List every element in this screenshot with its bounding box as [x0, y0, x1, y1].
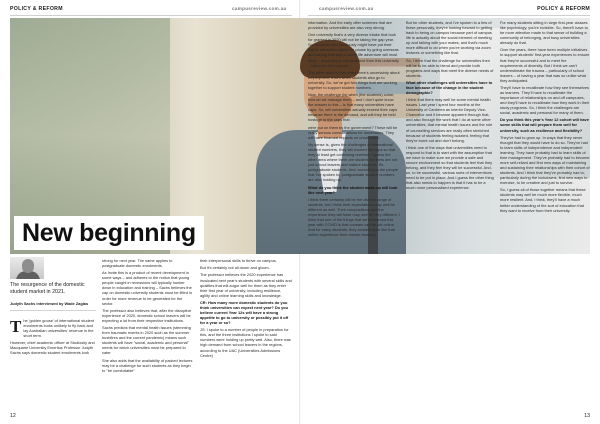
paragraph: The other point is that when there's uncertainty about employment, that's when students also go to university. So, we've got two things that are working together to support student numbers. — [308, 69, 400, 90]
body-column-1 — [10, 318, 96, 358]
paragraph: But it's certainly not all doom and gloom. — [200, 265, 270, 271]
interview-question: What do you think the student make-up will look like next year? — [308, 184, 398, 195]
interview-question: What other challenges will universities have to face because of the change in the student demographic? — [406, 79, 493, 95]
body-column-3 — [200, 258, 292, 360]
paragraph: So, I guess all of those together means that these students may well be much more flexible, much more resilient. And, I think, they'll have a much better understanding of the sort of education that they want to receive from their university. — [500, 187, 586, 213]
paragraph: I think that there may well be some mental health issues. Last year I spent four months at the University of Canberra as Interim Deputy Vice-Chancellor and it became apparent through that, and also through the work that I do at some other universities, that mental health issues and the role of counselling services are really often stretched because of students feeling isolated, feeling that they're burnt out and don't belong. — [406, 97, 493, 143]
paragraph: They'll have to recalibrate how they see themselves as learners. They'll have to recalibrate the importance of relationships on and off campuses, and they'll have to recalibrate how they work in their study programs. So, I think the challenges are social, academic and personal for many of them. — [500, 84, 590, 116]
paragraph: I think there certainly will be the diverse range of students, but I think their expectations may well be different as well. Their compositions and the experience they will have may well be very different. I think that one of the things that we've learned this year with COVID is that courses can be put online. And for many students, they actually quite like that online experience from remote learning. — [308, 196, 400, 238]
paragraph: She also adds that the availability of packed lectures may be a challenge for such students as they begin to "be comfortable" — [102, 357, 193, 373]
page-number-left: 12 — [10, 413, 16, 419]
site-url-right[interactable]: campusreview.com.au — [319, 6, 374, 11]
paragraph: I think one of the ways that universities need to respond to that is to start with the assumption that we have to make sure we provide a safe and secure environment so that students feel that they belong, and they feel they will be successful. And, so, to be successful, various sorts of interventions need to be put in place. And I guess the other thing that also needs to happen is that it has to be a much more personalised experience. — [406, 144, 494, 191]
author-portrait — [10, 257, 44, 279]
drop-cap: T — [10, 317, 22, 336]
paragraph: As Invite this is a product of recent development in some ways – and adheres to the notion that young people caught in recessions will typically hunker down in education and training – Sachs believes the cap on domestic university students must be lifted in order for more revenue to be generated for the sector. — [102, 270, 192, 306]
paragraph: One university that's a very diverse intake that took for granted in 2020 will not be taking the gap year. So, students who previously might have put their higher education career on pause by going overseas and having that sort of world life adventure will most likely – according to the evidence from this university – follow on from school. — [308, 32, 399, 68]
interview-question: CR: How many more domestic students do you think universities can expect next year? Do you believe current Year 12s will have a strong appetite to go to university or possibly put it off for a year or so? — [200, 299, 289, 326]
article-standfirst: The resurgence of the domestic student market in 2021. — [10, 282, 85, 295]
section-label-left: POLICY & REFORM — [10, 6, 63, 12]
paragraph: But for other students, and I've spoken to a few of these personally, they're looking forward to getting back to being on campus because part of campus life is actually about the social element of meeting up and talking with your mates, and that's much more difficult to do when you're working via zoom lectures or something like that. — [406, 20, 493, 56]
paragraph: information. And the early offer schemes that are provided by universities are also very strong. — [308, 20, 392, 31]
paragraph: The professor also believes that, after the disruptive experience of 2020, domestic school leavers will be expecting a lot from their respective institutions. — [102, 307, 192, 323]
interview-question: Do you think this year's Year 12 cohort will have some skills that will prepare them well for university, such as resilience and flexibility? — [500, 117, 589, 133]
paragraph: their interpersonal skills to thrive on campus. — [200, 258, 277, 263]
paragraph: Sachs predicts that mental health issues (stemming from traumatic events in 2020 such as the summer bushfires and the current pandemic) means such students will have "social, academic and personal" needs for which universities must be prepared to cater. — [102, 325, 191, 356]
article-byline: Judyth Sachs interviewed by Wade Zaglas — [10, 301, 89, 306]
paragraph: So, I think that the challenge for universities then will be to be able to blend and provide both programs and ways that meet the diverse needs of students. — [406, 57, 494, 78]
body-column-6 — [500, 20, 590, 215]
header-rule-left — [10, 15, 292, 16]
site-url-left[interactable]: campusreview.com.au — [232, 6, 287, 11]
paragraph: They've had to grow up. In ways that they never thought that they would have to do so. They've had to learn skills of independence and independent learning. They have probably had to learn skills of time management. They've probably had to become more self-reliant and find new ways of maintaining and sustaining their relationships with their cohort of students. And I think that they've probably had to, particularly during the lockdowns, find new ways to exercise, to be creative and just to survive. — [500, 134, 590, 186]
body-column-5 — [406, 20, 494, 192]
paragraph: The 'golden goose' of international student enrolments looks unlikely to fly back and lay Australian universities' revenue in the short term. — [10, 317, 95, 339]
paragraph: However, chief academic officer at Studiosity and Macquarie University Emeritus Professor Judyth Sachs says domestic student enrolments look — [10, 340, 95, 356]
section-label-right: POLICY & REFORM — [537, 6, 590, 12]
paragraph: JS: I spoke to a number of people in preparation for this, and the three institutions I spoke to said numbers were holding up pretty well. Also, there was high demand from school leavers in the regions, according to the UAC (Universities Admissions Centre) — [200, 327, 291, 358]
header-rule-right — [308, 15, 590, 16]
paragraph: My sense is, given the challenges of international student numbers, they will exceed the caps so that they at least get continuing revenue. I guess the other area where there are student numbers are not just school leavers and mature students, it's postgraduate students. And, according to the people that I've spoken to, postgraduate student numbers are also holding up. — [308, 141, 398, 183]
paragraph: strong for next year. The same applies to postgraduate domestic enrolments. — [102, 258, 173, 269]
paragraph: Over the years, there have been multiple initiatives to support students' first-year experiences to ensure that they're successful and to meet the requirements of diversity. But I think we can't underestimate the trauma – particularly of school leavers – of having a year that was so unlike what they anticipated. — [500, 47, 590, 83]
body-column-4 — [308, 20, 400, 239]
byline-rule — [10, 310, 96, 311]
paragraph: For many students sitting in large first-year classes like psychology, you're invisible. So, there'll have to be more attention made to that sense of building a community of belonging, and busy universities already do that. — [500, 20, 588, 46]
paragraph: were put on them by the government? These will be really serious considerations for universities. They will have financial impacts on universities. — [308, 124, 398, 140]
paragraph: The professor believes the 2020 experience has inculcated next year's students with several skills and qualities that will augur well for them as they enter their first year of university, including resilience, agility and online learning skills and knowledge. — [200, 272, 292, 298]
page-number-right: 13 — [584, 413, 590, 419]
paragraph: Now, the challenge (is) when (the students) come, how do we manage them – and I don't quite know the answer to this – is that many universities have caps. So, will universities actually exceed their caps because there is the demand, and will they be held hostage to the caps that — [308, 92, 398, 123]
article-headline: New beginning — [14, 216, 204, 250]
body-column-2 — [102, 258, 194, 375]
